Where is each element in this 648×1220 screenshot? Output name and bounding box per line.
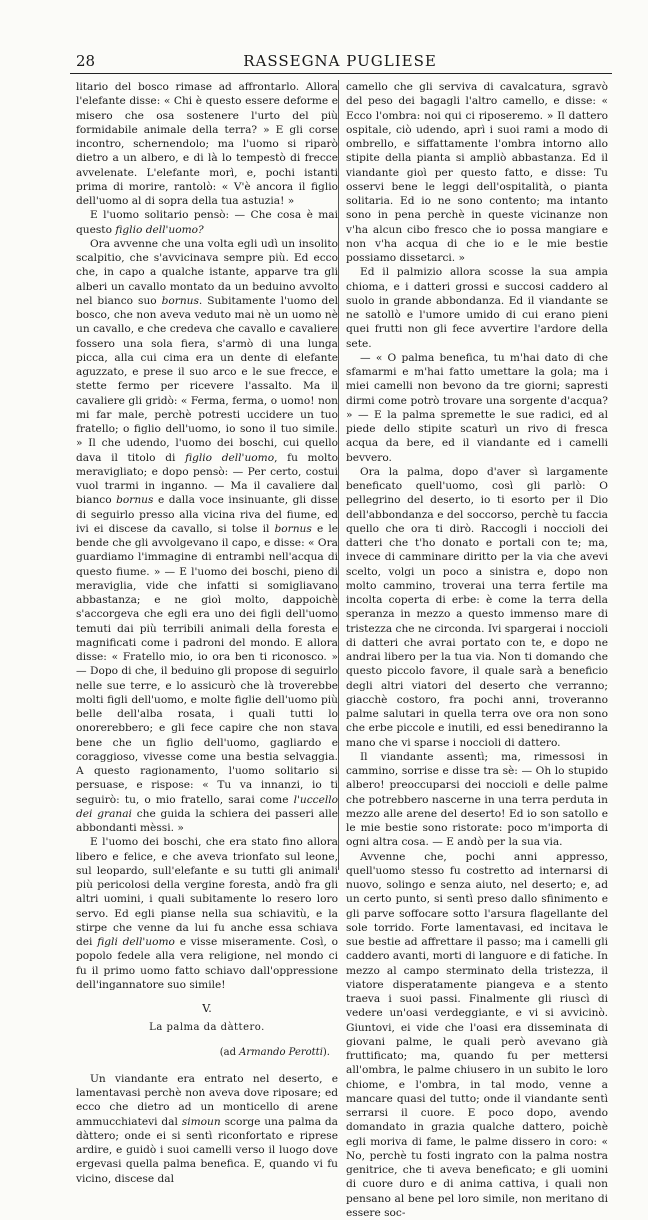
italic-term: l'uccello dei granai bbox=[76, 794, 338, 820]
section-title: La palma da dàttero. bbox=[76, 1021, 338, 1035]
paragraph: Un viandante era entrato nel deserto, e lamentavasi perchè non aveva dove riposare; ed ecco che dietro ad un monticello di arene ammucchiatevi dal simoun scorge una palma da dàttero; onde ei si sentì riconfortato e riprese ardire, e guidò i suoi camelli verso il luogo dove ergevasi quella palma benefica. E, quando vi fu vicino, discese dal bbox=[76, 1072, 338, 1186]
paragraph: E l'uomo dei boschi, che era stato fino allora libero e felice, e che aveva trionfato sul leone, sul leopardo, sull'elefante e su tutti gli animali più pericolosi della vergine foresta, andò fra gli altri uomini, i quali subitamente lo resero loro servo. Ed egli pianse nella sua schiavitù, e la stirpe che venne da lui fu anche essa schiava dei figli dell'uomo e visse miseramente. Così, o popolo fedele alla vera religione, nel mondo ci fu il primo uomo fatto schiavo dall'oppressione dell'ingannatore suo simile! bbox=[76, 835, 338, 992]
paragraph: litario del bosco rimase ad affrontarlo. Allora l'elefante disse: « Chi è questo essere deforme e misero che osa sostenere l'urto del più formidabile animale della terra? » E gli corse incontro, schernendolo; ma l'uomo si riparò dietro a un albero, e di là lo tempestò di frecce avvelenate. L'elefante morì, e, pochi istanti prima di morire, rantolò: « V'è ancora il figlio dell'uomo al di sopra della tua astuzia! » bbox=[76, 80, 338, 208]
paragraph: Avvenne che, pochi anni appresso, quell'uomo stesso fu costretto ad internarsi di nuovo, solingo e senza aiuto, nel deserto; e, ad un certo punto, si sentì preso dallo sfinimento e gli parve soffocare sotto l'arsura flagellante del sole torrido. Forte lamentavasi, ed incitava le sue bestie ad affrettare il passo; ma i camelli gli caddero avanti, morti di languore e di fatiche. In mezzo al campo sterminato della tristezza, il viatore disperatamente piangeva e a stento traeva i suoi passi. Finalmente gli riuscì di vedere un'oasi verdeggiante, e vi si avvicinò. Giuntovi, ei vide che l'oasi era disseminata di giovani palme, le quali però avevano già fruttificato; ma, quando fu per mettersi all'ombra, le palme chiusero in un subito le loro chiome, e l'ombra, in tal modo, venne a mancare quasi del tutto; onde il viandante sentì serrarsi il cuore. E poco dopo, avendo domandato in grazia qualche dattero, poichè egli moriva di fame, le palme dissero in coro: « No, perchè tu fosti ingrato con la palma nostra genitrice, che ti aveva beneficato; e gli uomini di cuore duro e di anima cattiva, i quali non pensano al bene pel loro simile, non meritano di essere soc- bbox=[346, 850, 608, 1220]
byline: (ad Armando Perotti). bbox=[76, 1046, 330, 1060]
italic-term: simoun bbox=[182, 1116, 221, 1128]
section-number: V. bbox=[76, 1002, 338, 1016]
italic-term: figlio dell'uomo bbox=[185, 452, 274, 464]
paragraph: Il viandante assentì; ma, rimessosi in cammino, sorrise e disse tra sè: — Oh lo stupido albero! preoccuparsi dei noccioli e delle palme che potrebbero nascerne in una terra perduta in mezzo alle arene del deserto! Ed io son satollo e le mie bestie sono ristorate: poco m'importa di ogni altra cosa. — E andò per la sua via. bbox=[346, 750, 608, 850]
paragraph: — « O palma benefica, tu m'hai dato di che sfamarmi e m'hai fatto umettare la gola; ma i miei camelli non bevono da tre giorni; sapresti dirmi come potrò trovare una sorgente d'acqua? » — E la palma spremette le sue radici, ed al piede dello stipite scaturì un rivo di fresca acqua da bere, ed il viandante ed i camelli bevvero. bbox=[346, 351, 608, 465]
italic-term: bornus bbox=[162, 295, 199, 307]
paragraph: Ora la palma, dopo d'aver sì largamente beneficato quell'uomo, così gli parlò: O pellegrino del deserto, io ti esorto per il Dio dell'abbondanza e del soccorso, perchè tu faccia quello che ora ti dirò. Raccogli i noccioli dei datteri che t'ho donato e portali con te; ma, invece di camminare diritto per la via che avevi scelto, volgi un poco a sinistra e, dopo non molto cammino, troverai una terra fertile ma incolta coperta di erbe: è come la terra della speranza in mezzo a questo immenso mare di tristezza che ne circonda. Ivi spargerai i noccioli di datteri che avrai portato con te, e dopo ne andrai libero per la tua via. Non ti domando che questo piccolo favore, il quale sarà a beneficio degli altri viatori del deserto che verranno; giacchè costoro, fra pochi anni, troveranno palme salutari in quella terra ove ora non sono che erbe piccole e inutili, ed essi benediranno la mano che vi sparse i noccioli di dattero. bbox=[346, 465, 608, 750]
header-rule bbox=[70, 73, 612, 74]
left-column bbox=[76, 80, 338, 1186]
italic-term: bornus bbox=[274, 523, 311, 535]
italic-term: figlio dell'uomo? bbox=[115, 224, 203, 236]
running-title: RASSEGNA PUGLIESE bbox=[70, 52, 610, 70]
column-divider bbox=[338, 80, 339, 870]
author-name: Armando Perotti bbox=[239, 1047, 323, 1058]
page-number: 28 bbox=[76, 52, 95, 70]
paragraph: Ora avvenne che una volta egli udì un insolito scalpitio, che s'avvicinava sempre più. Ed ecco che, in capo a qualche istante, apparve tra gli alberi un cavallo montato da un beduino avvolto nel bianco suo bornus. Subitamente l'uomo del bosco, che non aveva veduto mai nè un uomo nè un cavallo, e che credeva che cavallo e cavaliere fossero una sola fiera, s'armò di una lunga picca, alla cui cima era un dente di elefante aguzzato, e prese il suo arco e le sue frecce, e stette fermo per ricevere l'assalto. Ma il cavaliere gli gridò: « Ferma, ferma, o uomo! non mi far male, perchè potresti uccidere un tuo fratello; o figlio dell'uomo, io sono il tuo simile. » Il che udendo, l'uomo dei boschi, cui quello dava il titolo di figlio dell'uomo, fu molto meravigliato; e dopo pensò: — Per certo, costui vuol trarmi in inganno. — Ma il cavaliere dal bianco bornus e dalla voce insinuante, gli disse di seguirlo presso alla vicina riva del fiume, ed ivi ei discese da cavallo, si tolse il bornus e le bende che gli avvolgevano il capo, e disse: « Ora guardiamo l'immagine di entrambi nell'acqua di questo fiume. » — E l'uomo dei boschi, pieno di meraviglia, vide che infatti si somigliavano abbastanza; e ne gioì molto, dappoichè s'accorgeva che egli era uno dei figli dell'uomo temuti dai più terribili animali della foresta e magnificati come i padroni del mondo. E allora disse: « Fratello mio, io ora ben ti riconosco. » — Dopo di che, il beduino gli propose di seguirlo nelle sue terre, e lo assicurò che là troverebbe molti figli dell'uomo, e molte figlie dell'uomo più belle dell'alba rosata, i quali tutti lo onorerebbero; e gli fece capire che non stava bene che un figlio dell'uomo, gagliardo e coraggioso, vivesse come una bestia selvaggia. A questo ragionamento, l'uomo solitario si persuase, e rispose: « Tu va innanzi, io ti seguirò: tu, o mio fratello, sarai come l'uccello dei granai che guida la schiera dei passeri alle abbondanti mèssi. » bbox=[76, 237, 338, 836]
italic-term: figli dell'uomo bbox=[97, 936, 175, 948]
page-header bbox=[70, 50, 610, 72]
italic-term: bornus bbox=[116, 494, 153, 506]
right-column bbox=[346, 80, 608, 1220]
paragraph: Ed il palmizio allora scosse la sua ampia chioma, e i datteri grossi e succosi caddero al suolo in grande abbondanza. Ed il viandante se ne satollò e l'umore umido di cui erano pieni quei frutti non gli fece avvertire l'ardore della sete. bbox=[346, 265, 608, 351]
paragraph: camello che gli serviva di cavalcatura, sgravò del peso dei bagagli l'altro camello, e disse: « Ecco l'ombra: noi qui ci riposeremo. » Il dattero ospitale, ciò udendo, aprì i suoi rami a modo di ombrello, e siffattamente l'ombra intorno allo stipite della pianta si ampliò abbastanza. Ed il viandante gioì per questo fatto, e disse: Tu osservi bene le leggi dell'ospitalità, o pianta solitaria. Ed io ne sono contento; ma intanto sono in pena perchè in queste vicinanze non v'ha alcun cibo fresco che io possa mangiare e non v'ha acqua di che io e le mie bestie possiamo dissetarci. » bbox=[346, 80, 608, 265]
paragraph: E l'uomo solitario pensò: — Che cosa è mai questo figlio dell'uomo? bbox=[76, 208, 338, 237]
